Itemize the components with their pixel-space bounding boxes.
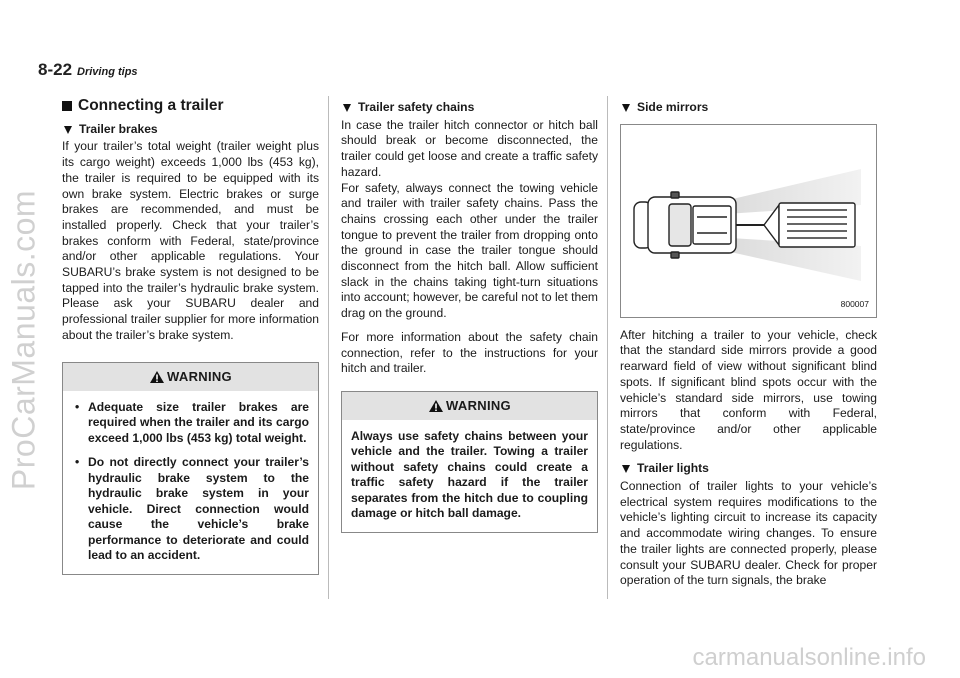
figure-id: 800007 (840, 299, 869, 309)
warning-header (63, 363, 318, 391)
warning-label: WARNING (446, 398, 511, 414)
warning-text: Always use safety chains between your vehicle and the trailer. Towing a trailer without safety chains could create a traffic safety hazard if the trailer separates from the hitch due to coupling damage or hitch ball damage. (351, 428, 588, 521)
page-header (38, 60, 138, 80)
warning-box-brakes (62, 362, 319, 575)
paragraph-chains-3: For more information about the safety chain connection, refer to the instructions for your hitch and trailer. (341, 329, 598, 376)
warning-list (72, 400, 309, 564)
warning-triangle-icon (428, 399, 444, 413)
subheading-safety-chains (341, 100, 598, 116)
paragraph-trailer-brakes: If your trailer’s total weight (trailer weight plus its cargo weight) exceeds 1,000 lbs (453 kg), the trailer is required to be equipped with its own brake system. Electric brakes or surge brakes are recommended, and must be installed properly. Check that your trailer’s brakes conform with Federal, state/province and/or other applicable regulations. Your SUBARU’s brake system is not designed to be tapped into the trailer’s hydraulic brake system. Please ask your SUBARU dealer and professional trailer supplier for more information about the trailer’s brake system. (62, 139, 319, 342)
mirror-view-figure (620, 124, 877, 318)
subheading-side-mirrors (620, 100, 877, 116)
column-1 (62, 96, 319, 575)
warning-triangle-icon (149, 370, 165, 384)
column-2 (341, 96, 598, 533)
subheading-text: Side mirrors (637, 100, 709, 114)
mirror-field-of-view-illustration (621, 125, 878, 317)
triangle-bullet-icon (622, 465, 630, 473)
warning-label: WARNING (167, 368, 232, 384)
section-title: Connecting a trailer (78, 97, 224, 114)
triangle-bullet-icon (343, 104, 351, 112)
subheading-trailer-lights (620, 461, 877, 477)
section-heading (62, 98, 319, 114)
paragraph-chains-2: For safety, always connect the towing vehicle and trailer with trailer safety chains. Pass the chains crossing each other under the trailer tongue to prevent the trailer from dropping onto the ground in case the trailer tongue should disconnect from the hitch ball. Allow sufficient slack in the chains taking tight-turn situations into account; however, be careful not to let them drag on the ground. (341, 180, 598, 321)
subheading-text: Trailer safety chains (358, 100, 475, 114)
warning-item: • Adequate size trailer brakes are required when the trailer and its cargo exceed 1,000 lbs (453 kg) total weight. (72, 400, 309, 447)
chapter-title: Driving tips (77, 66, 138, 78)
warning-box-chains (341, 391, 598, 533)
warning-body (342, 420, 597, 532)
page-number: 8-22 (38, 60, 73, 79)
paragraph-side-mirrors: After hitching a trailer to your vehicle, check that the standard side mirrors provide a good rearward field of view without significant blind spots. If significant blind spots occur with the vehicle’s standard side mirrors, use towing mirrors that conform with Federal, state/province and/or other applicable regulations. (620, 327, 877, 452)
triangle-bullet-icon (64, 126, 72, 134)
warning-header (342, 392, 597, 420)
paragraph-trailer-lights: Connection of trailer lights to your vehicle’s electrical system requires modifications to the vehicle’s lighting circuit to increase its capacity and accommodate wiring changes. To ensure the trailer lights are connected properly, please consult your SUBARU dealer. Check for proper operation of the turn signals, the brake (620, 479, 877, 588)
column-3 (620, 96, 877, 597)
warning-item: • Do not directly connect your trailer’s hydraulic brake system to the hydraulic brake system in your vehicle. Direct connection would cause the vehicle’s brake performance to deteriorate and could lead to an accident. (72, 455, 309, 564)
subheading-trailer-brakes (62, 122, 319, 138)
column-divider (607, 96, 608, 599)
square-bullet-icon (62, 101, 72, 111)
watermark-side: ProCarManuals.com (5, 189, 42, 491)
subheading-text: Trailer brakes (79, 121, 158, 136)
triangle-bullet-icon (622, 104, 630, 112)
column-divider (328, 96, 329, 599)
warning-body (63, 391, 318, 574)
header-bar (38, 69, 872, 74)
subheading-text: Trailer lights (637, 461, 709, 476)
paragraph-chains-1: In case the trailer hitch connector or hitch ball should break or become disconnected, the trailer could get loose and create a traffic safety hazard. (341, 117, 598, 179)
watermark-bottom: carmanualsonline.info (692, 644, 926, 671)
